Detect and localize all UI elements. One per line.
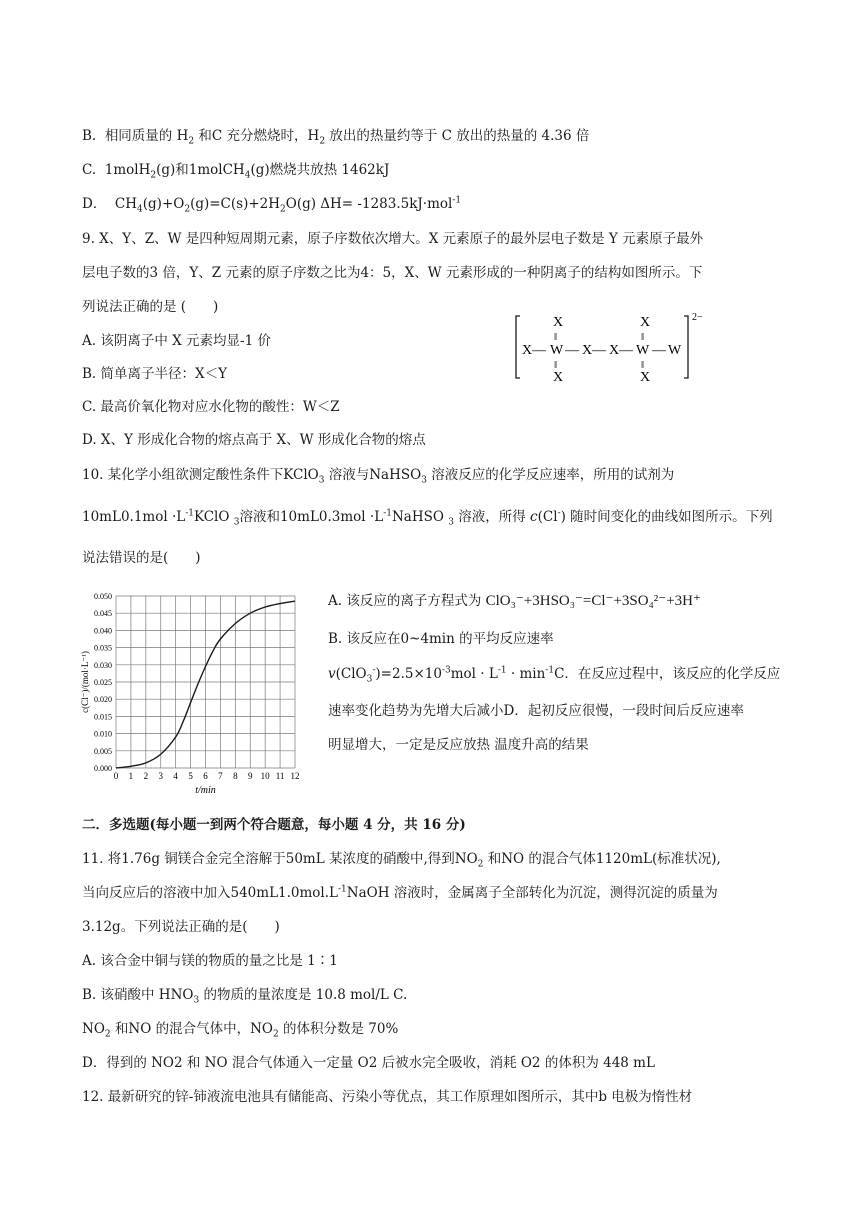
x-tick-label: 12 (290, 771, 300, 781)
bond-5: — (652, 343, 666, 358)
q9-stem-line1: 9. X、Y、Z、W 是四种短周期元素，原子序数依次增大。X 元素原子的最外层电子数是 Y 元素原子最外 (82, 231, 704, 247)
atom-w-right: W (636, 343, 650, 358)
atom-x-left: X (522, 343, 533, 358)
q11-option-b: B. 该硝酸中 $HNO_3$ 的物质的量浓度是 10.8 mol/L C. (82, 987, 408, 1006)
ionic-equation: ClO₃⁻+3HSO₃⁻=Cl⁻+3SO₄²⁻+3H⁺ (485, 593, 701, 609)
y-tick-label: 0.045 (94, 609, 112, 619)
q9-stem-line2: 层电子数的3 倍，Y、Z 元素的原子序数之比为4：5，X、W 元素形成的一种阴离子的结构如图所示。下 (82, 265, 703, 281)
x-tick-label: 7 (218, 771, 223, 781)
atom-x-top-left: X (553, 315, 564, 330)
chart-grid (116, 596, 295, 768)
double-bond-bottom-left: ‖ (554, 359, 558, 371)
y-tick-label: 0.050 (94, 592, 112, 601)
y-tick-label: 0.010 (94, 729, 112, 739)
y-tick-label: 0.015 (94, 712, 112, 722)
q10-option-a: A. 该反应的离子方程式为 ClO₃⁻+3HSO₃⁻=Cl⁻+3SO₄²⁻+3H⁺ (328, 593, 701, 609)
q11-option-a: A. 该合金中铜与镁的物质的量之比是 1∶1 (82, 953, 338, 969)
y-tick-label: 0.000 (94, 764, 112, 773)
x-tick-label: 9 (248, 771, 253, 781)
q10-option-d-line2: 明显增大，一定是反应放热 温度升高的结果 (328, 737, 589, 753)
atom-w-end: W (668, 343, 682, 358)
bond-1: — (532, 343, 546, 358)
y-tick-label: 0.035 (94, 643, 112, 653)
q10-stem-line3: 说法错误的是( ) (82, 550, 201, 566)
q8-option-b: B. 相同质量的 $H_2$ 和C 充分燃烧时，$H_2$ 放出的热量约等于 C 放出的热量的 4.36 倍 (82, 128, 590, 147)
atom-x-bottom-left: X (553, 370, 564, 385)
q10-stem-line1: 10. 某化学小组欲测定酸性条件下KClO$_3$ 溶液与NaHSO$_3$ 溶液反应的化学反应速率，所用的试剂为 (82, 467, 675, 486)
q10-option-b-line2: $v(ClO_3^-)=2.5\times 10^{-3}mol \cdot L^{-1} \cdot \min^{-1}C$．在反应过程中，该反应的化学反应 (328, 665, 781, 685)
q10-stem-line2: $10mL0.1mol \cdot L^{-1}KClO$ $_3$溶液和$10mL0.3mol \cdot L^{-1}NaHSO$ $_3$ 溶液，所得 c(Cl-) 随时间变化的曲线如图所示。下列 (82, 508, 773, 528)
atom-x-top-right: X (640, 315, 651, 330)
y-tick-label: 0.020 (94, 695, 112, 705)
q11-stem-line1: 11. 将1.76g 铜镁合金完全溶解于50mL 某浓度的硝酸中,得到$NO_2$ 和NO 的混合气体1120mL(标准状况), (82, 851, 721, 870)
atom-x-bridge-1: X (582, 343, 593, 358)
chart-x-label: t/min (195, 785, 216, 796)
x-tick-label: 10 (260, 771, 270, 781)
atom-w-left: W (550, 343, 564, 358)
section-2-heading: 二．多选题(每小题一到两个符合题意，每小题 4 分，共 16 分) (82, 817, 466, 833)
q11-option-d: D．得到的 NO2 和 NO 混合气体通入一定量 O2 后被水完全吸收，消耗 O2 的体积为 448 mL (82, 1055, 655, 1071)
ion-charge: 2− (692, 312, 703, 323)
x-tick-label: 5 (188, 771, 193, 781)
x-tick-label: 8 (233, 771, 238, 781)
q9-stem-line3: 列说法正确的是 ( ) (82, 299, 219, 315)
atom-x-bottom-right: X (640, 370, 651, 385)
q8-option-d: D． $CH_4(g)+O_2(g)=C(s)+2H_2O(g)$ ΔH= -1283.5kJ·mol$^{-1}$ (82, 195, 462, 215)
q11-stem-line2: 当向反应后的溶液中加入$540mL1.0mol.L^{-1}NaOH$ 溶液时，金属离子全部转化为沉淀，测得沉淀的质量为 (82, 884, 718, 901)
anion-structure-diagram (510, 310, 720, 385)
double-bond-bottom-right: ‖ (641, 359, 645, 371)
q8-option-c: C. 1molH$_2$(g)和1molCH$_4$(g)燃烧共放热 1462kJ (82, 162, 390, 181)
q9-option-c: C. 最高价氧化物对应水化物的酸性：W＜Z (82, 399, 340, 415)
x-tick-label: 6 (203, 771, 208, 781)
q9-option-d: D. X、Y 形成化合物的熔点高于 X、W 形成化合物的熔点 (82, 432, 426, 448)
bond-2: — (565, 343, 579, 358)
q11-stem-line3: 3.12g。下列说法正确的是( ) (82, 919, 280, 935)
x-tick-label: 1 (128, 771, 134, 781)
y-tick-label: 0.040 (94, 626, 112, 636)
chart-y-ticks (94, 592, 112, 773)
x-tick-label: 3 (158, 771, 163, 781)
atom-x-bridge-2: X (609, 343, 620, 358)
q10-option-c-d-line1: 速率变化趋势为先增大后减小D．起初反应很慢，一段时间后反应速率 (328, 703, 744, 719)
y-tick-label: 0.030 (94, 660, 112, 670)
x-tick-label: 0 (113, 771, 119, 781)
chart-x-ticks (114, 771, 300, 781)
chart-y-label: c(Cl⁻)/(mol·L⁻¹) (80, 651, 90, 713)
q12-stem-line1: 12. 最新研究的锌-铈液流电池具有储能高、污染小等优点，其工作原理如图所示，其中b 电极为惰性材 (82, 1089, 693, 1105)
y-tick-label: 0.005 (94, 746, 112, 756)
q11-option-c: $NO_2$ 和NO 的混合气体中，$NO_2$ 的体积分数是 70% (82, 1021, 399, 1040)
x-tick-label: 2 (143, 771, 149, 781)
bond-3: — (592, 343, 606, 358)
q9-option-a: A. 该阴离子中 X 元素均显-1 价 (82, 333, 271, 349)
concentration-time-chart (80, 582, 310, 800)
double-bond-top-right: ‖ (641, 331, 645, 343)
y-tick-label: 0.025 (94, 678, 112, 687)
x-tick-label: 11 (275, 771, 285, 781)
x-tick-label: 4 (173, 771, 178, 781)
bond-4: — (619, 343, 633, 358)
q10-option-b-line1: B. 该反应在0~4min 的平均反应速率 (328, 631, 554, 647)
double-bond-top-left: ‖ (554, 331, 558, 343)
q9-option-b: B. 简单离子半径：X＜Y (82, 366, 228, 382)
